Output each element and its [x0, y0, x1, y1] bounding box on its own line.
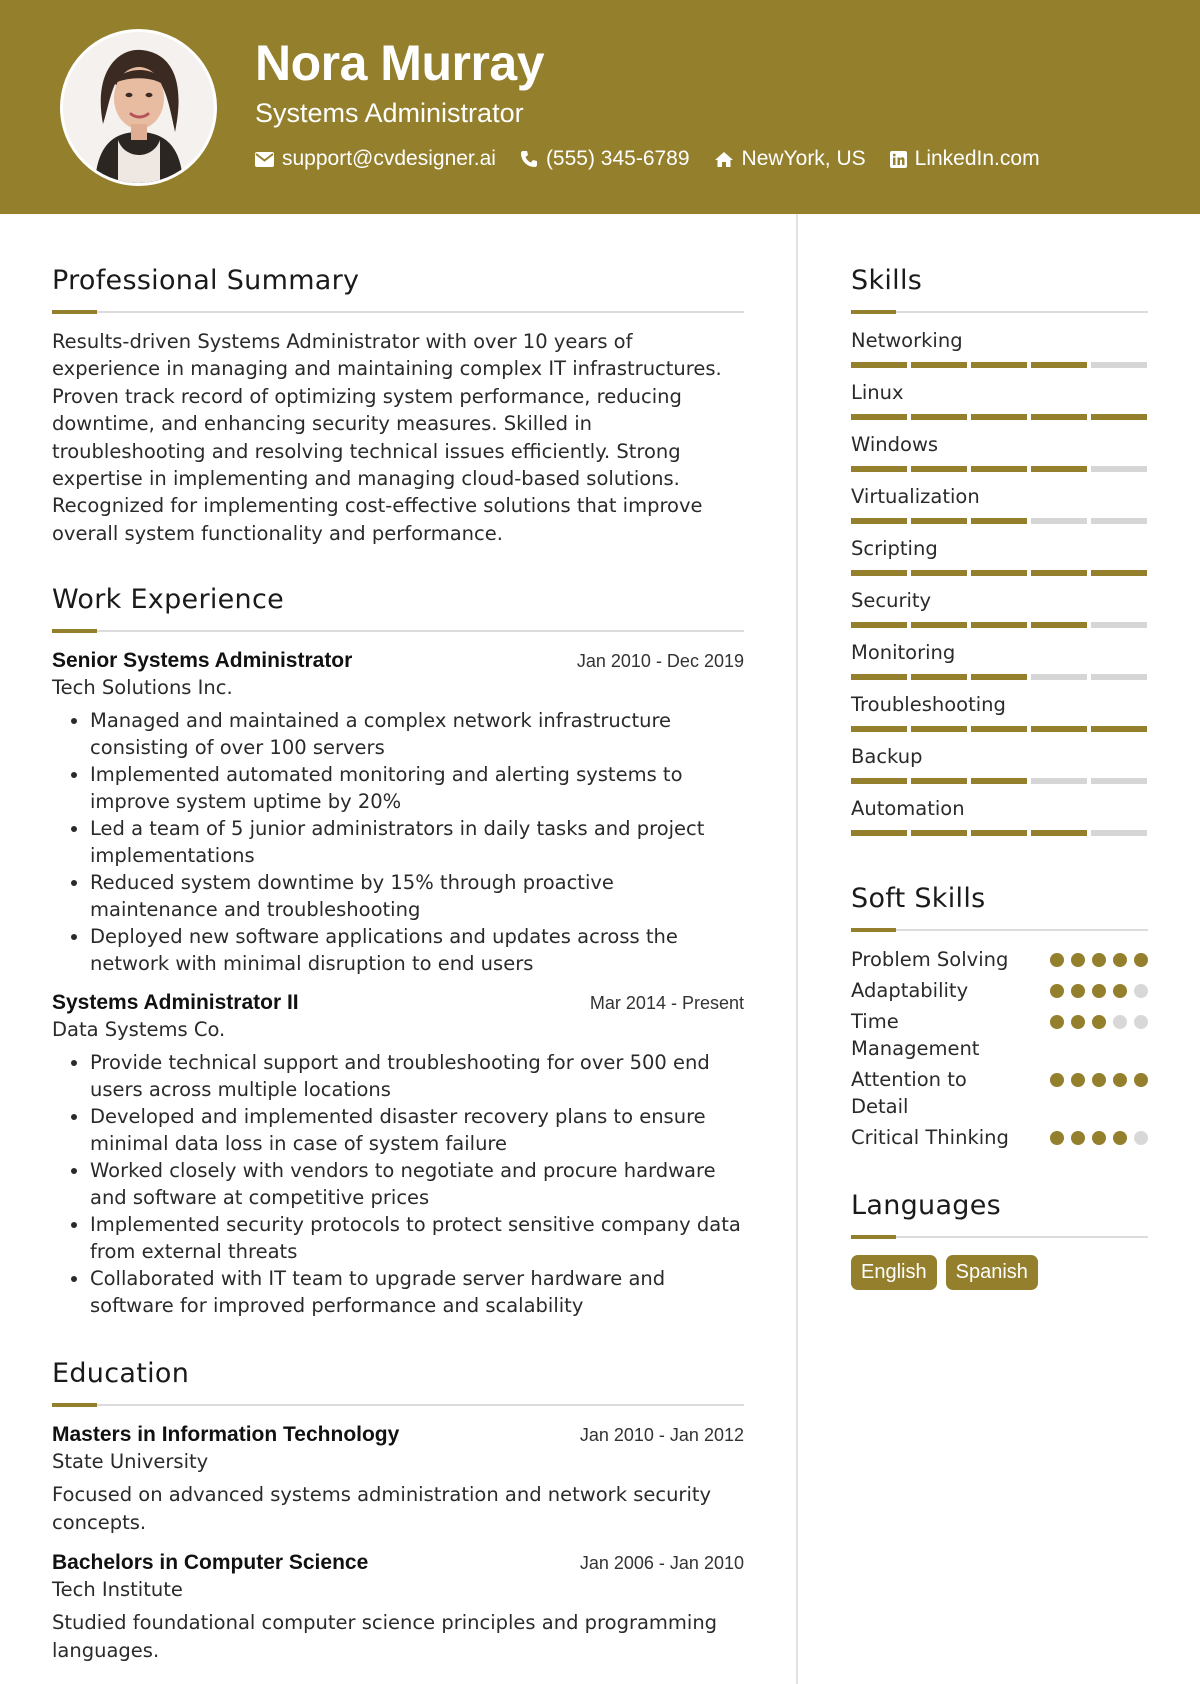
job-dates: Mar 2014 - Present: [589, 993, 744, 1014]
soft-skill-item: [851, 1066, 1148, 1120]
skill-level-segment: [851, 362, 907, 368]
rating-dot: [1092, 953, 1106, 967]
skill-item: [851, 380, 1148, 420]
skill-level-segment: [911, 466, 967, 472]
education-heading: Education: [52, 1358, 190, 1390]
language-tags: [851, 1255, 1148, 1290]
skill-level-segment: [1031, 362, 1087, 368]
rating-dot: [1092, 1015, 1106, 1029]
degree-dates: Jan 2006 - Jan 2010: [579, 1553, 744, 1574]
skill-level-segment: [1031, 414, 1087, 420]
skill-level-segment: [851, 466, 907, 472]
skill-level-segment: [911, 778, 967, 784]
job-bullets: [52, 1049, 744, 1319]
skill-name: Scripting: [851, 537, 938, 560]
skill-level-bar: [851, 778, 1148, 784]
soft-skills-list: [851, 946, 1148, 1151]
contact-phone-text: (555) 345-6789: [545, 147, 690, 170]
skill-level-segment: [1091, 830, 1147, 836]
contact-email[interactable]: [255, 147, 496, 171]
column-divider: [796, 214, 798, 1684]
main-column: [52, 262, 744, 1665]
skill-item: [851, 328, 1148, 368]
soft-skill-item: [851, 1124, 1148, 1151]
rating-dot: [1134, 984, 1148, 998]
skill-level-segment: [971, 674, 1027, 680]
skill-level-bar: [851, 362, 1148, 368]
section-rule: [52, 629, 744, 633]
school-name: Tech Institute: [52, 1578, 183, 1602]
rating-dot: [1071, 1015, 1085, 1029]
experience-section: [52, 581, 744, 1319]
skill-level-segment: [971, 466, 1027, 472]
skill-level-segment: [851, 674, 907, 680]
skill-level-segment: [1031, 570, 1087, 576]
skill-name: Virtualization: [851, 485, 980, 508]
job-bullet: • Reduced system downtime by 15% through proactive maintenance and troubleshooting: [90, 869, 744, 923]
candidate-name: Nora Murray: [255, 35, 545, 91]
skill-level-segment: [851, 570, 907, 576]
resume-header: [0, 0, 1200, 214]
job-bullet: • Led a team of 5 junior administrators in daily tasks and project implementations: [90, 815, 744, 869]
rating-dot: [1113, 1131, 1127, 1145]
skill-level-segment: [1091, 518, 1147, 524]
degree-dates: Jan 2010 - Jan 2012: [579, 1425, 744, 1446]
skill-level-segment: [971, 570, 1027, 576]
rating-dot: [1134, 1015, 1148, 1029]
contact-linkedin-text: LinkedIn.com: [914, 147, 1040, 170]
profile-photo: [63, 32, 214, 183]
skill-level-segment: [911, 830, 967, 836]
summary-text: Results-driven Systems Administrator with over 10 years of experience in managing and maintaining complex IT infrastructures. Proven track record of optimizing system performance, reducing downtime, and enhancing security measures. Skilled in troubleshooting and resolving technical issues efficiently. Strong expertise in implementing and managing cloud-based solutions. Recognized for implementing cost-effective solutions that improve overall system functionality and performance.: [52, 330, 722, 545]
skill-level-segment: [1091, 414, 1147, 420]
skill-level-bar: [851, 466, 1148, 472]
skill-item: [851, 432, 1148, 472]
skill-level-segment: [971, 414, 1027, 420]
skill-level-segment: [971, 518, 1027, 524]
skills-list: [851, 328, 1148, 836]
skill-item: [851, 796, 1148, 836]
skill-level-segment: [911, 414, 967, 420]
skill-level-segment: [911, 518, 967, 524]
skill-level-segment: [1031, 830, 1087, 836]
skill-name: Automation: [851, 797, 965, 820]
skill-name: Backup: [851, 745, 923, 768]
section-rule: [851, 928, 1148, 932]
skill-level-segment: [1031, 518, 1087, 524]
soft-skill-rating: [1050, 1073, 1148, 1087]
skill-level-segment: [911, 570, 967, 576]
skill-level-segment: [971, 830, 1027, 836]
contact-location: [714, 147, 866, 171]
skill-level-segment: [1091, 466, 1147, 472]
soft-skill-rating: [1050, 1015, 1148, 1029]
skill-level-bar: [851, 830, 1148, 836]
skill-level-segment: [911, 726, 967, 732]
skill-item: [851, 484, 1148, 524]
summary-heading: Professional Summary: [52, 265, 360, 296]
summary-section: [52, 262, 744, 547]
skill-level-bar: [851, 622, 1148, 628]
school-name: State University: [52, 1450, 209, 1474]
rating-dot: [1113, 984, 1127, 998]
language-tag: Spanish: [946, 1255, 1038, 1290]
degree-title: Bachelors in Computer Science: [52, 1551, 369, 1575]
skill-level-segment: [851, 414, 907, 420]
job-bullet: • Provide technical support and troubleshooting for over 500 end users across multiple locations: [90, 1049, 744, 1103]
soft-skill-name: Problem Solving: [851, 948, 1009, 971]
contact-location-text: NewYork, US: [741, 147, 866, 170]
rating-dot: [1071, 1073, 1085, 1087]
job-bullet: • Implemented automated monitoring and alerting systems to improve system uptime by 20%: [90, 761, 744, 815]
education-entry: [52, 1551, 744, 1665]
rating-dot: [1134, 953, 1148, 967]
skill-level-segment: [911, 362, 967, 368]
rating-dot: [1050, 1073, 1064, 1087]
skill-name: Troubleshooting: [851, 693, 1006, 716]
skill-level-bar: [851, 570, 1148, 576]
job-title: Systems Administrator II: [52, 991, 299, 1015]
rating-dot: [1092, 1073, 1106, 1087]
job-company: Data Systems Co.: [52, 1018, 226, 1042]
skill-level-segment: [971, 362, 1027, 368]
skill-level-bar: [851, 726, 1148, 732]
soft-skill-rating: [1050, 953, 1148, 967]
language-tag: English: [851, 1255, 937, 1290]
soft-skill-name: Critical Thinking: [851, 1126, 1009, 1149]
rating-dot: [1050, 953, 1064, 967]
skill-level-segment: [1091, 778, 1147, 784]
soft-skills-heading: Soft Skills: [851, 883, 986, 914]
skill-item: [851, 692, 1148, 732]
skill-level-segment: [971, 622, 1027, 628]
job-dates: Jan 2010 - Dec 2019: [576, 651, 744, 672]
section-rule: [52, 310, 744, 314]
rating-dot: [1134, 1073, 1148, 1087]
skill-level-segment: [971, 778, 1027, 784]
soft-skill-name: Attention to Detail: [851, 1068, 967, 1118]
contact-phone[interactable]: [520, 147, 690, 171]
job-bullets: [52, 707, 744, 977]
rating-dot: [1050, 1131, 1064, 1145]
skill-level-segment: [851, 518, 907, 524]
job-bullet: • Managed and maintained a complex network infrastructure consisting of over 100 servers: [90, 707, 744, 761]
contact-linkedin[interactable]: [890, 147, 1040, 171]
skill-level-segment: [1031, 622, 1087, 628]
soft-skill-item: [851, 977, 1148, 1004]
skill-level-bar: [851, 518, 1148, 524]
side-column: [851, 262, 1148, 1290]
degree-title: Masters in Information Technology: [52, 1423, 400, 1447]
rating-dot: [1113, 1015, 1127, 1029]
envelope-icon: [255, 152, 274, 167]
section-rule: [851, 310, 1148, 314]
skill-level-segment: [851, 726, 907, 732]
soft-skill-item: [851, 1008, 1148, 1062]
skill-level-segment: [971, 726, 1027, 732]
skill-level-segment: [1031, 466, 1087, 472]
skill-item: [851, 640, 1148, 680]
contact-list: [255, 147, 1040, 171]
skill-name: Windows: [851, 433, 939, 456]
job-bullet: • Developed and implemented disaster recovery plans to ensure minimal data loss in case of system failure: [90, 1103, 744, 1157]
skill-level-segment: [911, 674, 967, 680]
rating-dot: [1071, 953, 1085, 967]
rating-dot: [1050, 1015, 1064, 1029]
phone-icon: [520, 150, 538, 168]
languages-heading: Languages: [851, 1190, 1002, 1221]
rating-dot: [1113, 953, 1127, 967]
avatar: [60, 29, 217, 186]
home-icon: [714, 151, 734, 168]
contact-email-text: support@cvdesigner.ai: [282, 147, 496, 170]
rating-dot: [1113, 1073, 1127, 1087]
rating-dot: [1071, 1131, 1085, 1145]
soft-skill-item: [851, 946, 1148, 973]
skill-name: Linux: [851, 381, 904, 404]
skill-item: [851, 536, 1148, 576]
skill-name: Networking: [851, 329, 963, 352]
skill-level-segment: [851, 830, 907, 836]
skill-item: [851, 588, 1148, 628]
job-entry: [52, 649, 744, 977]
skills-section: [851, 262, 1148, 836]
skill-level-segment: [1091, 674, 1147, 680]
degree-description: Studied foundational computer science principles and programming languages.: [52, 1611, 718, 1663]
skill-level-segment: [851, 778, 907, 784]
section-rule: [52, 1403, 744, 1407]
skill-level-segment: [1091, 570, 1147, 576]
skills-heading: Skills: [851, 265, 923, 296]
skill-level-segment: [1031, 726, 1087, 732]
linkedin-icon: [890, 151, 907, 168]
job-entry: [52, 991, 744, 1319]
skill-level-segment: [1091, 622, 1147, 628]
soft-skill-rating: [1050, 984, 1148, 998]
skill-level-segment: [911, 622, 967, 628]
skill-item: [851, 744, 1148, 784]
skill-name: Monitoring: [851, 641, 956, 664]
section-rule: [851, 1235, 1148, 1239]
soft-skills-section: [851, 880, 1148, 1151]
skill-level-segment: [1031, 778, 1087, 784]
job-company: Tech Solutions Inc.: [52, 676, 233, 700]
soft-skill-name: Adaptability: [851, 979, 969, 1002]
job-title: Senior Systems Administrator: [52, 649, 353, 673]
skill-level-segment: [1091, 726, 1147, 732]
rating-dot: [1050, 984, 1064, 998]
candidate-title: Systems Administrator: [255, 98, 524, 128]
skill-level-segment: [1091, 362, 1147, 368]
job-bullet: • Worked closely with vendors to negotiate and procure hardware and software at competitive prices: [90, 1157, 744, 1211]
rating-dot: [1092, 1131, 1106, 1145]
soft-skill-name: Time Management: [851, 1010, 980, 1060]
skill-level-bar: [851, 414, 1148, 420]
skill-level-bar: [851, 674, 1148, 680]
experience-heading: Work Experience: [52, 584, 285, 616]
rating-dot: [1092, 984, 1106, 998]
job-bullet: • Collaborated with IT team to upgrade server hardware and software for improved performance and scalability: [90, 1265, 744, 1319]
skill-name: Security: [851, 589, 932, 612]
skill-level-segment: [851, 622, 907, 628]
rating-dot: [1071, 984, 1085, 998]
degree-description: Focused on advanced systems administration and network security concepts.: [52, 1483, 712, 1535]
job-bullet: • Implemented security protocols to protect sensitive company data from external threats: [90, 1211, 744, 1265]
job-bullet: • Deployed new software applications and updates across the network with minimal disruption to end users: [90, 923, 744, 977]
skill-level-segment: [1031, 674, 1087, 680]
education-entry: [52, 1423, 744, 1537]
soft-skill-rating: [1050, 1131, 1148, 1145]
rating-dot: [1134, 1131, 1148, 1145]
languages-section: [851, 1187, 1148, 1290]
education-section: [52, 1355, 744, 1665]
